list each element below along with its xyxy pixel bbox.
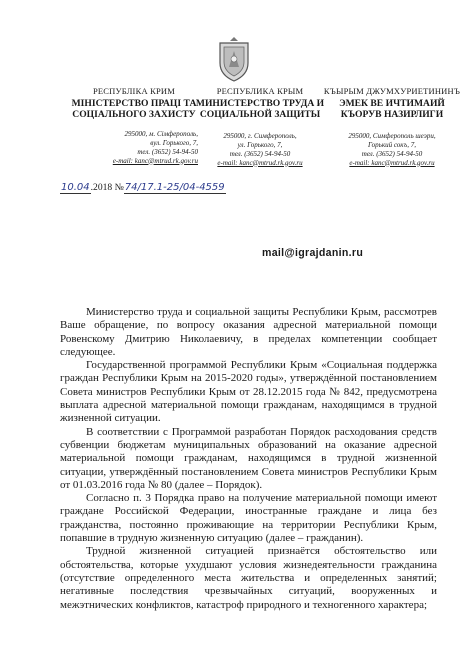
header-ua-email: e-mail: kanc@mtrud.rk.gov.ru (112, 156, 198, 165)
header-russian (190, 86, 330, 168)
crimea-coat-of-arms-icon (216, 37, 252, 83)
header-ru-republic: РЕСПУБЛИКА КРЫМ (216, 86, 304, 96)
ref-date-handwritten: 10.04 (61, 182, 90, 193)
header-ru-email: e-mail: kanc@mtrud.rk.gov.ru (217, 158, 303, 167)
paragraph-3: В соответствии с Программой разработан Порядок расходования средств субвенции бюджетам муниципальных образований на оказание адресной материальной помощи гражданам, находящимся в трудной жизненной ситуации, утверждённый постановлением Совета министров Республики Крым от 01.03.2016 года № 80 (далее – Порядок). (60, 425, 437, 491)
ref-number-handwritten: 74/17.1-25/04-4559 (124, 182, 225, 193)
header-crh-phone: тел. (3652) 54-94-50 (361, 149, 423, 158)
header-crimean-tatar (322, 86, 462, 168)
header-crh-addr1: 295000, Симферополь шеэри, (348, 131, 436, 140)
ref-year: .2018 (90, 182, 113, 193)
header-ua-addr2: вул. Горького, 7, (150, 138, 198, 147)
header-ua-address (64, 130, 204, 166)
header-crh-addr2: Горький сокъ, 7, (368, 140, 416, 149)
paragraph-2: Государственной программой Республики Крым «Социальная поддержка граждан Республики Крым на 2015-2020 годы», утверждённой постановлением Совета министров Республики Крым от 28.12.2015 года № 842, предусмотрена выплата адресной материальной помощи гражданам, находящимся в трудной жизненной ситуации. (60, 359, 437, 425)
header-ru-addr1: 295000, г. Симферополь, (223, 131, 297, 140)
header-crh-email: e-mail: kanc@mtrud.rk.gov.ru (349, 158, 435, 167)
header-ru-phone: тел. (3652) 54-94-50 (229, 149, 291, 158)
outgoing-reference (60, 182, 420, 193)
header-crh-ministry: ЭМЕК ВЕ ИЧТИМАИЙ КЪОРУВ НАЗИРЛИГИ (339, 97, 445, 120)
letter-body (60, 306, 437, 612)
header-ua-phone: тел. (3652) 54-94-50 (137, 147, 198, 156)
paragraph-5: Трудной жизненной ситуацией признаётся обстоятельство или обстоятельства, которые ухудшают условия жизнедеятельности гражданина (отсутствие определенного места жительства и определенных занятий; негативные последствия чрезвычайных ситуаций, вооруженных и межэтнических конфликтов, катастроф природного и техногенного характера; (60, 545, 437, 611)
header-ukrainian (64, 86, 204, 166)
header-crh-republic: КЪЫРЫМ ДЖУМХУРИЕТИНИНЪ (323, 86, 461, 96)
header-ua-republic: РЕСПУБЛІКА КРИМ (92, 86, 176, 96)
header-ua-ministry: МІНІСТЕРСТВО ПРАЦІ ТА СОЦІАЛЬНОГО ЗАХИСТУ (71, 97, 197, 120)
paragraph-1: Министерство труда и социальной защиты Республики Крым, рассмотрев Ваше обращение, по вопросу оказания адресной материальной помощи Ровенскому Дмитрию Николаевичу, в пределах компетенции сообщает следующее. (60, 306, 437, 358)
header-ru-ministry: МИНИСТЕРСТВО ТРУДА И СОЦИАЛЬНОЙ ЗАЩИТЫ (195, 97, 325, 120)
header-ru-addr2: ул. Горького, 7, (237, 140, 283, 149)
header-crh-address (322, 132, 462, 168)
ref-number-label: № (114, 182, 124, 193)
header-ru-address (190, 132, 330, 168)
paragraph-4: Согласно п. 3 Порядка право на получение материальной помощи имеют граждане Российской Федерации, иностранные граждане и лица без гражданства, постоянно проживающие на территории Республики Крым, попавшие в трудную жизненную ситуацию (далее – гражданин). (60, 492, 437, 545)
recipient-email: mail@igrajdanin.ru (262, 247, 364, 259)
header-ua-addr1: 295000, м. Сімферополь, (124, 129, 198, 138)
